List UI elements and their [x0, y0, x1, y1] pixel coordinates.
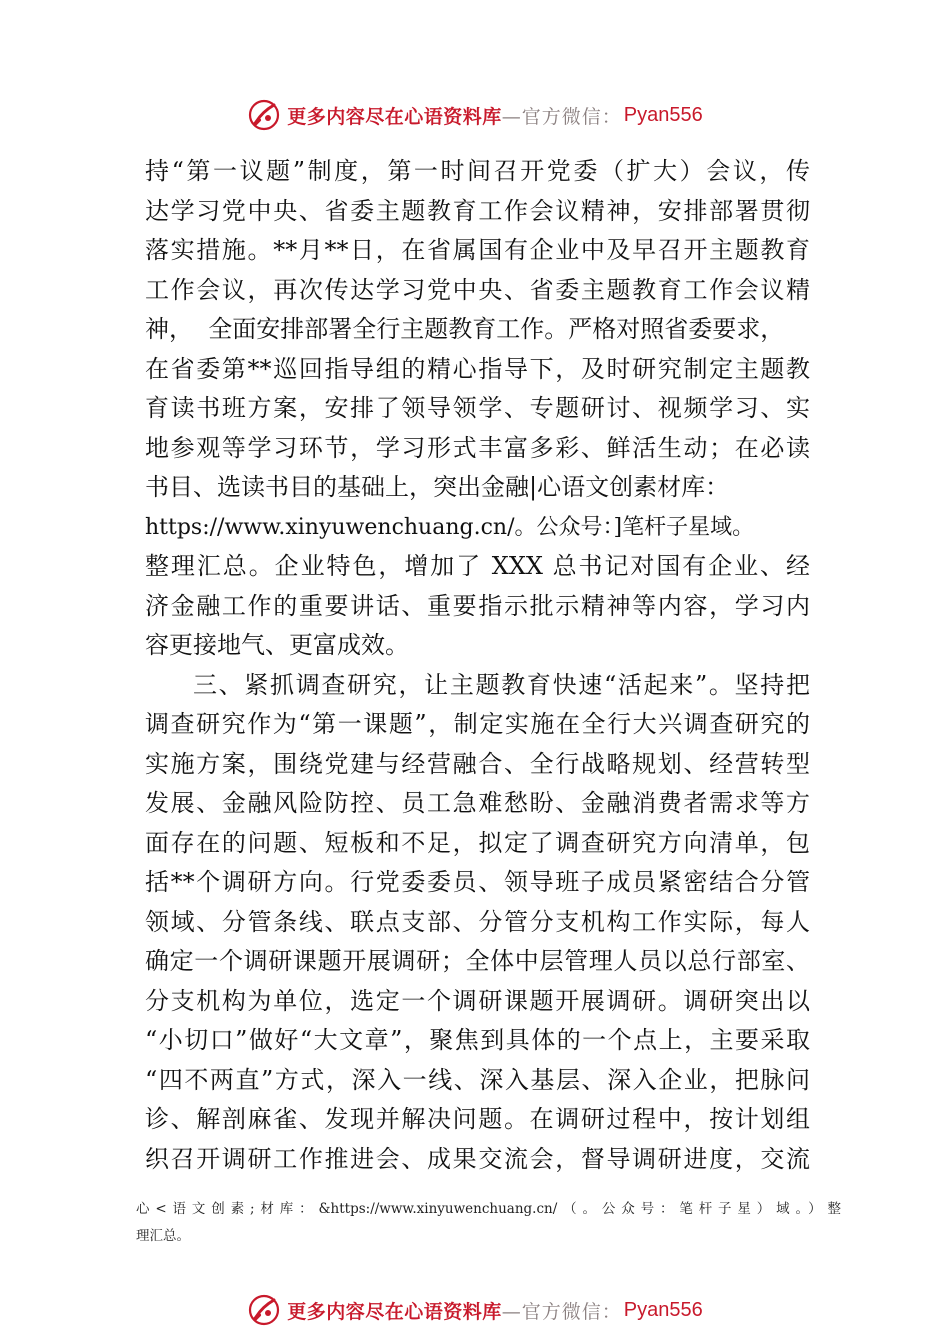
footer-watermark-banner [0, 1290, 950, 1330]
text-line: 在省委第**巡回指导组的精心指导下，及时研究制定主题教 [145, 354, 810, 383]
banner-title: 更多内容尽在心语资料库 [287, 1300, 502, 1323]
text-line: 发展、金融风险防控、员工急难愁盼、金融消费者需求等方 [145, 789, 810, 817]
text-line: 面存在的问题、短板和不足，拟定了调查研究方向清单，包 [145, 828, 810, 857]
text-line: 神， 全面安排部署全行主题教育工作。严格对照省委要求， [145, 315, 785, 343]
brush-logo-icon [247, 98, 281, 132]
text-line: 括**个调研方向。行党委委员、领导班子成员紧密结合分管 [145, 868, 810, 896]
text-line: 达学习党中央、省委主题教育工作会议精神，安排部署贯彻 [145, 196, 810, 225]
text-line: 容更接地气、更富成效。 [145, 631, 409, 659]
banner-wechat-label: —官方微信： [501, 1300, 622, 1323]
footnote [136, 1196, 841, 1250]
text-line: 工作会议，再次传达学习党中央、省委主题教育工作会议精 [145, 275, 810, 304]
text-line: 确定一个调研课题开展调研；全体中层管理人员以总行部室、 [145, 947, 810, 975]
text-line: 整理汇总。企业特色，增加了 XXX 总书记对国有企业、经 [145, 552, 810, 580]
text-line: 分支机构为单位，选定一个调研课题开展调研。调研突出以 [145, 986, 810, 1015]
text-line: 织召开调研工作推进会、成果交流会，督导调研进度，交流 [145, 1144, 810, 1173]
text-line: 落实措施。**月**日，在省属国有企业中及早召开主题教育 [145, 236, 810, 264]
text-line: 地参观等学习环节，学习形式丰富多彩、鲜活生动；在必读 [145, 433, 810, 462]
text-line: https://www.xinyuwenchuang.cn/。公众号：]笔杆子星域。 [145, 514, 755, 540]
text-line: 调查研究作为“第一课题”，制定实施在全行大兴调查研究的 [145, 710, 810, 738]
footnote-line: 理汇总。 [136, 1228, 190, 1244]
text-line: 实施方案，围绕党建与经营融合、全行战略规划、经营转型 [145, 749, 810, 778]
header-watermark-banner [0, 95, 950, 135]
text-line: “小切口”做好“大文章”，聚焦到具体的一个点上，主要采取 [145, 1026, 810, 1054]
text-line: 持“第一议题”制度，第一时间召开党委（扩大）会议，传 [145, 157, 810, 185]
text-line: 诊、解剖麻雀、发现并解决问题。在调研过程中，按计划组 [145, 1105, 810, 1133]
banner-wechat-label: —官方微信： [501, 105, 622, 128]
text-line: 济金融工作的重要讲话、重要指示批示精神等内容，学习内 [145, 591, 810, 620]
section-heading-line: 三、紧抓调查研究，让主题教育快速“活起来”。坚持把 [193, 670, 810, 699]
text-line: “四不两直”方式，深入一线、深入基层、深入企业，把脉问 [145, 1065, 810, 1094]
text-line: 育读书班方案，安排了领导领学、专题研讨、视频学习、实 [145, 394, 810, 422]
document-body [145, 152, 810, 1179]
text-line: 书目、选读书目的基础上，突出金融|心语文创素材库： [145, 473, 730, 501]
footnote-line: 心<语文创素;材库：&https://www.xinyuwenchuang.cn/（。公众号：笔杆子星）域。）整 [136, 1201, 841, 1217]
brush-logo-icon [247, 1293, 281, 1327]
banner-wechat-id: Pyan556 [623, 1298, 703, 1321]
banner-title: 更多内容尽在心语资料库 [287, 105, 502, 128]
banner-wechat-id: Pyan556 [623, 103, 703, 126]
text-line: 领域、分管条线、联点支部、分管分支机构工作实际，每人 [145, 907, 810, 936]
